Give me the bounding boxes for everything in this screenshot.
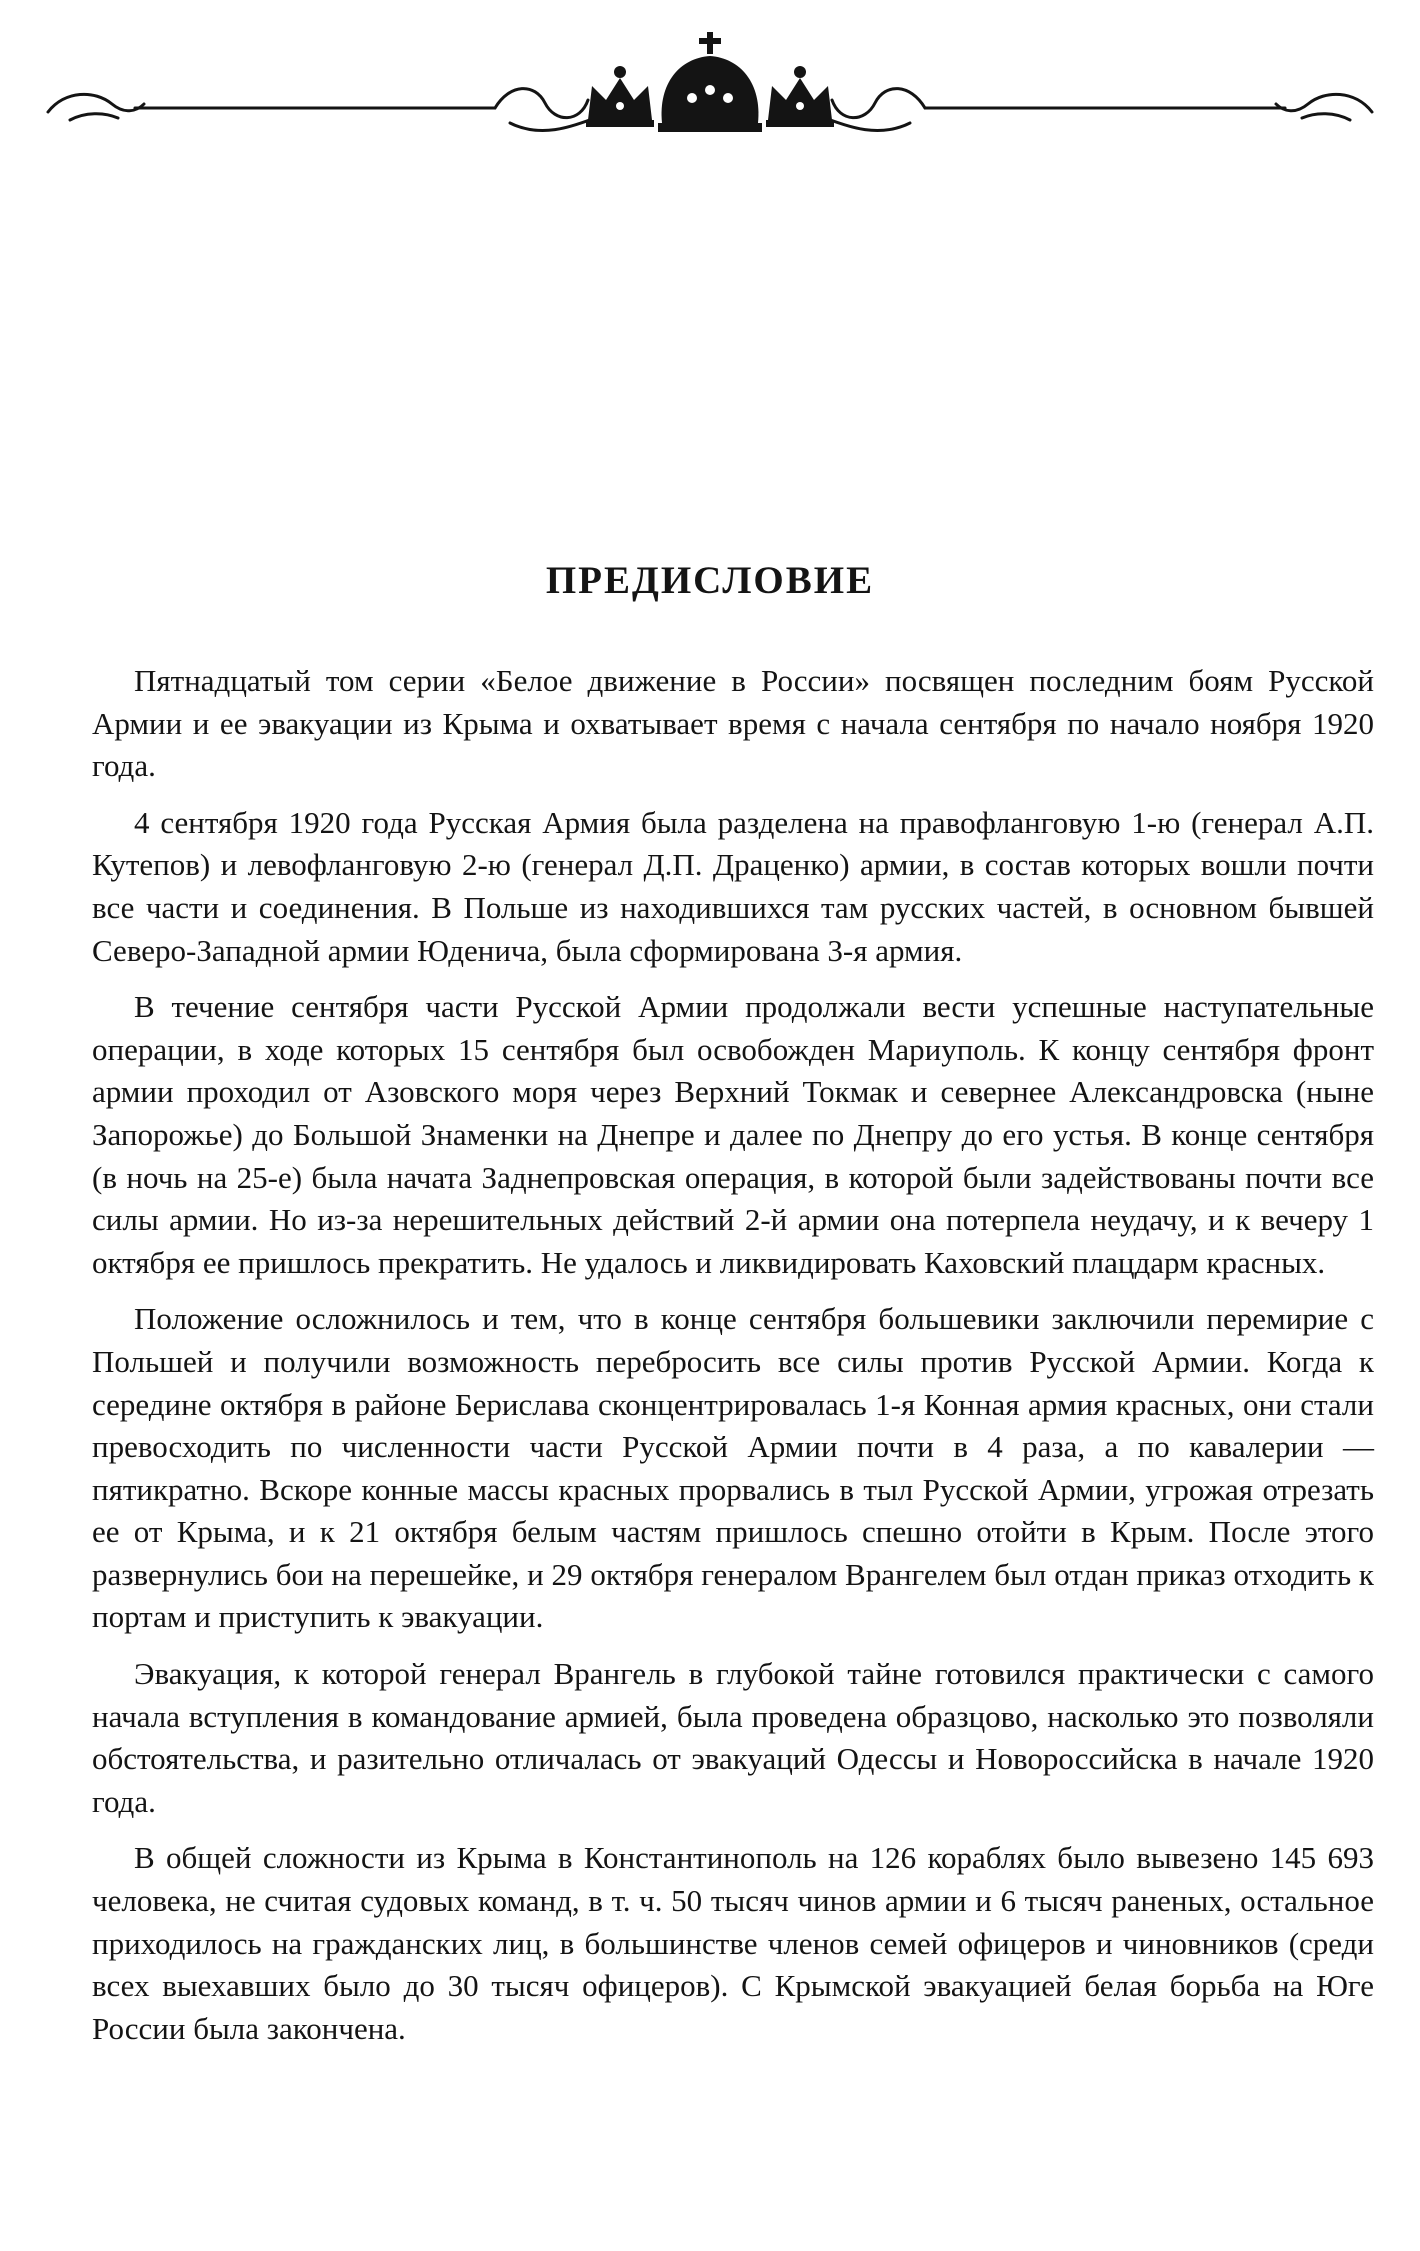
paragraph: Эвакуация, к которой генерал Врангель в глубокой тайне готовился практически с самого начала вступления в командование армией, была проведена образцово, насколько это позволяли обстоятельства, и разительно отличалась от эвакуаций Одессы и Новороссийска в начале 1920 года. (92, 1656, 1374, 1819)
paragraph: В общей сложности из Крыма в Константинополь на 126 кораблях было вывезено 145 693 человека, не считая судовых команд, в т. ч. 50 тысяч чинов армии и 6 тысяч раненых, остальное приходилось на гражданских лиц, в большинстве членов семей офицеров и чиновников (среди всех выехавших было до 30 тысяч офицеров). С Крымской эвакуацией белая борьба на Юге России была закончена. (92, 1840, 1374, 2046)
paragraph: Пятнадцатый том серии «Белое движение в России» посвящен последним боям Русской Армии и ее эвакуации из Крыма и охватывает время с начала сентября по начало ноября 1920 года. (92, 663, 1374, 784)
imperial-crowns-ornament-icon (40, 28, 1380, 148)
paragraph: Положение осложнилось и тем, что в конце сентября большевики заключили перемирие с Польшей и получили возможность перебросить все силы против Русской Армии. Когда к середине октября в районе Берислава сконцентрировалась 1-я Конная армия красных, они стали превосходить по численности части Русской Армии почти в 4 раза, а по кавалерии — пятикратно. Вскоре конные массы красных прорвались в тыл Русской Армии, угрожая отрезать ее от Крыма, и к 21 октября белым частям пришлось спешно отойти в Крым. После этого развернулись бои на перешейке, и 29 октября генералом Врангелем был отдан приказ отходить к портам и приступить к эвакуации. (92, 1301, 1374, 1635)
body-text (92, 660, 1374, 2064)
paragraph: В течение сентября части Русской Армии продолжали вести успешные наступательные операции, в ходе которых 15 сентября был освобожден Мариуполь. К концу сентября фронт армии проходил от Азовского моря через Верхний Токмак и севернее Александровска (ныне Запорожье) до Большой Знаменки на Днепре и далее по Днепру до его устья. В конце сентября (в ночь на 25-е) была начата Заднепровская операция, в которой были задействованы почти все силы армии. Но из-за нерешительных действий 2-й армии она потерпела неудачу, и к вечеру 1 октября ее пришлось прекратить. Не удалось и ликвидировать Каховский плацдарм красных. (92, 989, 1374, 1280)
page-title: ПРЕДИСЛОВИЕ (545, 559, 875, 602)
paragraph: 4 сентября 1920 года Русская Армия была разделена на правофланговую 1-ю (генерал А.П. Кутепов) и левофланговую 2-ю (генерал Д.П. Драценко) армии, в состав которых вошли почти все части и соединения. В Польше из находившихся там русских частей, в основном бывшей Северо-Западной армии Юденича, была сформирована 3-я армия. (92, 804, 1374, 968)
